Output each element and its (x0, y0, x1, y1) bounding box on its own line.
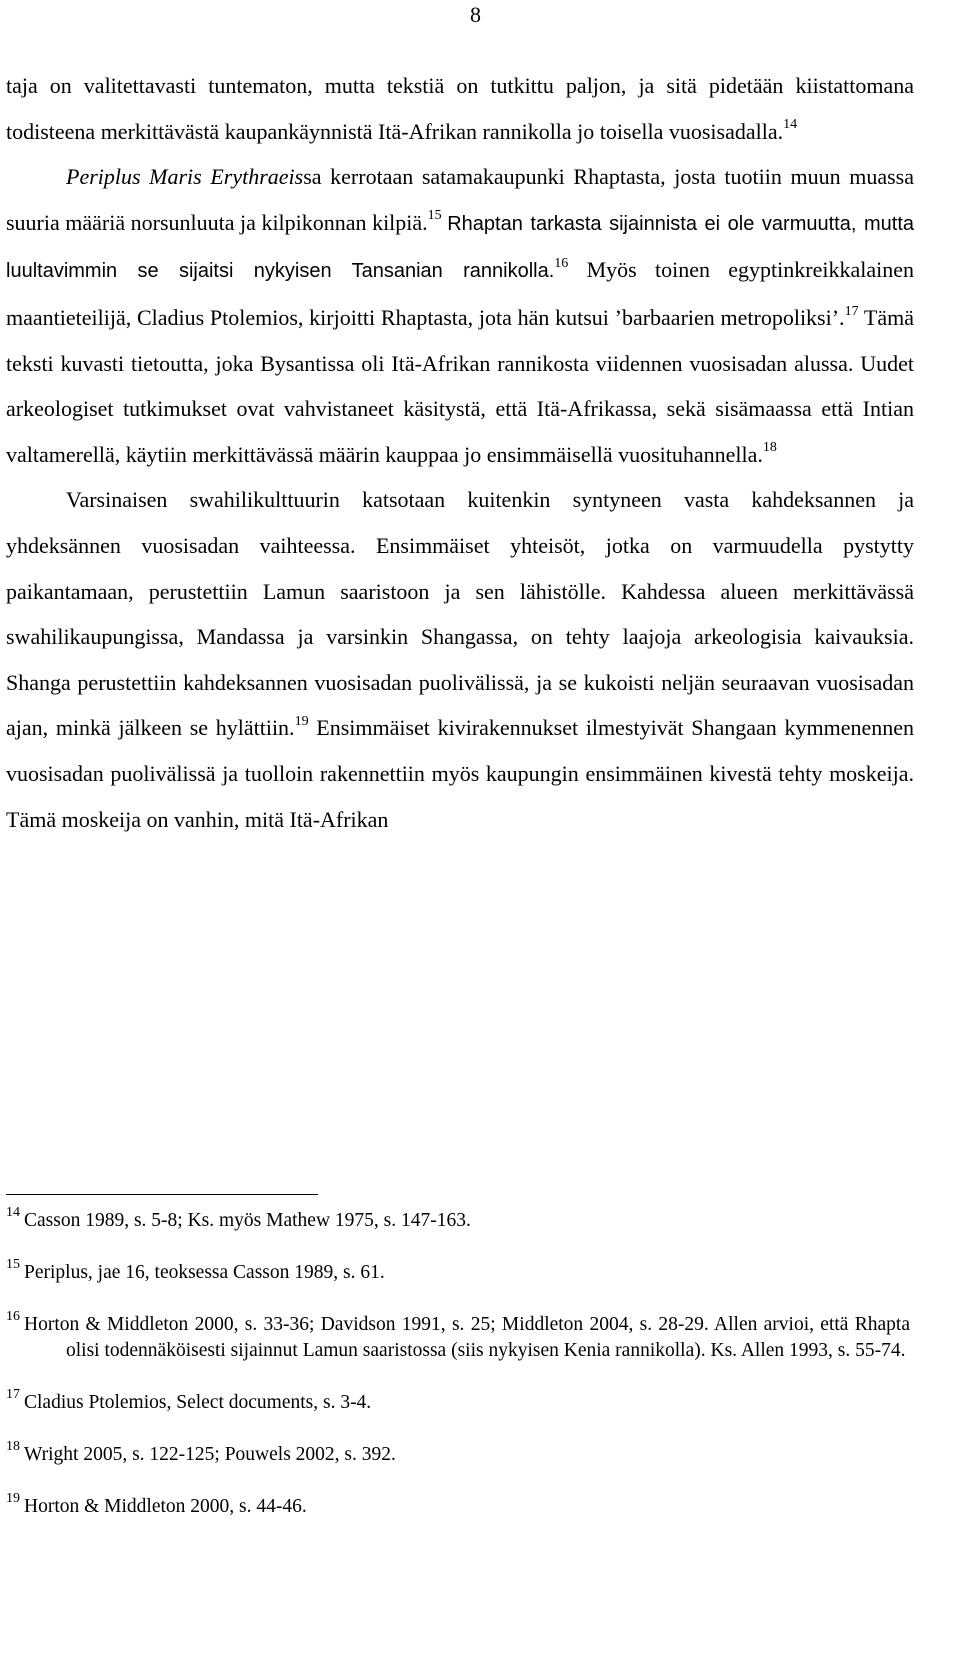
footnote-number: 16 (6, 1309, 20, 1324)
footnote-number: 15 (6, 1257, 20, 1272)
footnote-text: Horton & Middleton 2000, s. 44-46. (24, 1496, 307, 1517)
paragraph-1 (6, 63, 914, 154)
footnote-18 (6, 1439, 910, 1468)
footnote-14 (6, 1205, 910, 1234)
footnote-ref-15[interactable]: 15 (427, 208, 442, 224)
footnote-text: Cladius Ptolemios, Select documents, s. 3-4. (24, 1392, 372, 1413)
footnote-text: Periplus, jae 16, teoksessa Casson 1989, s. 61. (24, 1262, 385, 1283)
paragraph-2-sentence-4: Tämä teksti kuvasti tietoutta, joka Bysantissa oli Itä-Afrikan rannikosta viidennen vuosisadan alussa. Uudet arkeologiset tutkimukset ovat vahvistaneet käsitystä, että Itä-Afrikassa, sekä sisämaassa että Intian valtamerellä, käytiin merkittävässä määrin kauppaa jo ensimmäisellä vuosituhannella. (6, 304, 914, 467)
paragraph-2-sentence-3: Myös toinen egyptinkreikkalainen maantieteilijä, Cladius Ptolemios, kirjoitti Rhaptasta, jota hän kutsui ’barbaarien metropoliksi’. (6, 257, 914, 330)
footnote-separator (6, 1194, 318, 1195)
periplus-title: Periplus Maris Erythraeis (66, 164, 304, 190)
page-number: 8 (470, 2, 481, 27)
paragraph-1-text: taja on valitettavasti tuntematon, mutta tekstiä on tutkittu paljon, ja sitä pidetään kiistattomana todisteena merkittävästä kaupankäynnistä Itä-Afrikan rannikolla jo toisella vuosisadalla. (6, 73, 914, 144)
paragraph-2 (6, 154, 914, 477)
footnote-ref-18[interactable]: 18 (762, 440, 777, 456)
paragraph-2-sentence-1: sa kerrotaan satamakaupunki Rhaptasta, josta tuotiin muun muassa suuria määriä norsunluuta ja kilpikonnan kilpiä. (6, 164, 914, 235)
footnote-number: 19 (6, 1491, 20, 1506)
footnote-16 (6, 1309, 910, 1364)
footnote-17 (6, 1387, 910, 1416)
footnote-19 (6, 1491, 910, 1520)
footnotes (6, 1205, 910, 1546)
paragraph-3-sentence-2: Ensimmäiset kivirakennukset ilmestyivät Shangaan kymmenennen vuosisadan puolivälissä ja tuolloin rakennettiin myös kaupungin ensimmäinen kivestä tehty moskeija. Tämä moskeija on vanhin, mitä Itä-Afrikan (6, 715, 915, 832)
paragraph-3-sentence-1: Varsinaisen swahilikulttuurin katsotaan kuitenkin syntyneen vasta kahdeksannen ja yhdeksännen vuosisadan vaihteessa. Ensimmäiset yhteisöt, jotka on varmuudella pystytty paikantamaan, perustettiin Lamun saaristoon ja sen lähistölle. Kahdessa alueen merkittävässä swahilikaupungissa, Mandassa ja varsinkin Shangassa, on tehty laajoja arkeologisia kaivauksia. Shanga perustettiin kahdeksannen vuosisadan puolivälissä, ja se kukoisti neljän seuraavan vuosisadan ajan, minkä jälkeen se hylättiin. (6, 487, 914, 741)
main-text (6, 63, 914, 842)
footnote-text: Horton & Middleton 2000, s. 33-36; Davidson 1991, s. 25; Middleton 2004, s. 28-29. Allen arvioi, että Rhapta olisi todennäköisesti sijainnut Lamun saaristossa (siis nykyisen Kenia rannikolla). Ks. Allen 1993, s. 55-74. (24, 1314, 910, 1361)
paragraph-2-sentence-2: Rhaptan tarkasta sijainnista ei ole varmuutta, mutta luultavimmin se sijaitsi nykyisen Tansanian rannikolla. (6, 212, 914, 283)
footnote-15 (6, 1257, 910, 1286)
footnote-ref-14[interactable]: 14 (783, 117, 798, 133)
footnote-number: 17 (6, 1387, 20, 1402)
footnote-text: Wright 2005, s. 122-125; Pouwels 2002, s. 392. (24, 1444, 396, 1465)
footnote-number: 18 (6, 1439, 20, 1454)
footnote-ref-16[interactable]: 16 (554, 256, 569, 272)
footnote-text: Casson 1989, s. 5-8; Ks. myös Mathew 1975, s. 147-163. (24, 1210, 471, 1231)
paragraph-3 (6, 477, 914, 842)
footnote-number: 14 (6, 1205, 20, 1220)
footnote-ref-17[interactable]: 17 (844, 303, 859, 319)
footnote-ref-19[interactable]: 19 (294, 713, 309, 729)
